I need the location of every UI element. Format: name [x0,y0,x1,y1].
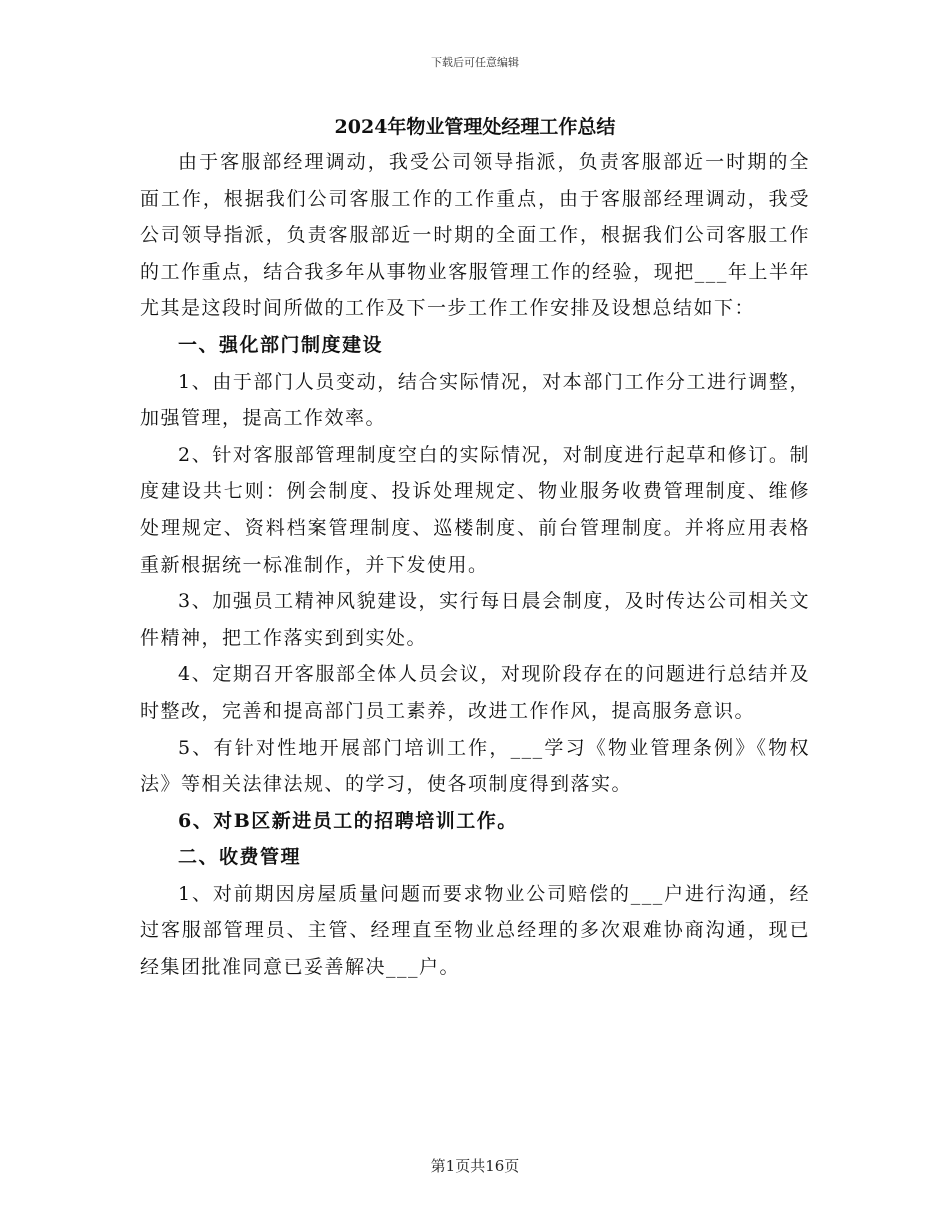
document-body [140,110,810,986]
paragraph-1-1: 1、由于部门人员变动，结合实际情况，对本部门工作分工进行调整，加强管理，提高工作效率。 [140,370,810,430]
paragraph-1-2: 2、针对客服部管理制度空白的实际情况，对制度进行起草和修订。制度建设共七则：例会制度、投诉处理规定、物业服务收费管理制度、维修处理规定、资料档案管理制度、巡楼制度、前台管理制度。并将应用表格重新根据统一标准制作，并下发使用。 [140,443,810,576]
header-note: 下载后可任意编辑 [431,56,519,69]
paragraph-2-1: 1、对前期因房屋质量问题而要求物业公司赔偿的___户进行沟通，经过客服部管理员、主管、经理直至物业总经理的多次艰难协商沟通，现已经集团批准同意已妥善解决___户。 [140,882,810,979]
document-title: 2024年物业管理处经理工作总结 [334,116,616,138]
section-heading-1: 一、强化部门制度建设 [178,333,384,356]
paragraph-1-5: 5、有针对性地开展部门培训工作，___学习《物业管理条例》《物权法》等相关法律法规、的学习，使各项制度得到落实。 [140,736,810,796]
intro-paragraph: 由于客服部经理调动，我受公司领导指派，负责客服部近一时期的全面工作，根据我们公司客服工作的工作重点，由于客服部经理调动，我受公司领导指派，负责客服部近一时期的全面工作，根据我们公司客服工作的工作重点，结合我多年从事物业客服管理工作的经验，现把___年上半年尤其是这段时间所做的工作及下一步工作工作安排及设想总结如下： [140,151,810,320]
paragraph-1-3: 3、加强员工精神风貌建设，实行每日晨会制度，及时传达公司相关文件精神，把工作落实到到实处。 [140,590,810,649]
section-heading-2: 二、收费管理 [178,846,302,869]
page-footer: 第1页共16页 [430,1157,520,1175]
paragraph-1-6: 6、对B区新进员工的招聘培训工作。 [178,809,518,832]
paragraph-1-4: 4、定期召开客服部全体人员会议，对现阶段存在的问题进行总结并及时整改，完善和提高部门员工素养，改进工作作风，提高服务意识。 [140,663,810,722]
